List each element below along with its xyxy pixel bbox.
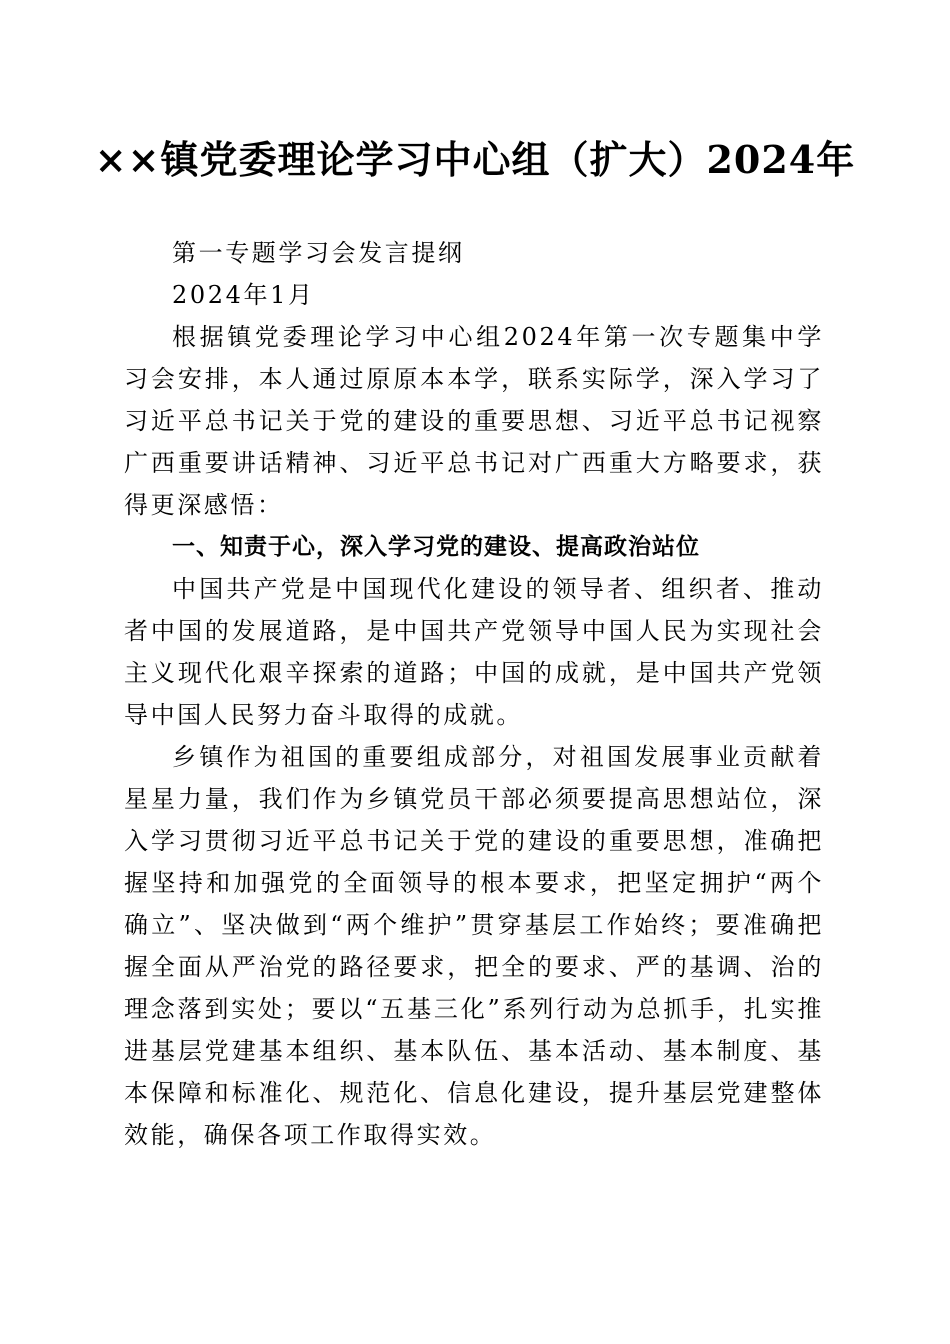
- document-body: [124, 232, 824, 1156]
- section-heading-1: 一、知责于心，深入学习党的建设、提高政治站位: [172, 534, 700, 560]
- document-subtitle: 第一专题学习会发言提纲: [172, 239, 465, 267]
- document-title: ××镇党委理论学习中心组（扩大）2024年: [94, 137, 856, 182]
- document-date: 2024年1月: [172, 281, 315, 309]
- intro-paragraph: 根据镇党委理论学习中心组2024年第一次专题集中学习会安排，本人通过原原本本学，联系实际学，深入学习了习近平总书记关于党的建设的重要思想、习近平总书记视察广西重要讲话精神、习近平总书记对广西重大方略要求，获得更深感悟：: [124, 323, 824, 519]
- paragraph-1: 中国共产党是中国现代化建设的领导者、组织者、推动者中国的发展道路，是中国共产党领导中国人民为实现社会主义现代化艰辛探索的道路；中国的成就，是中国共产党领导中国人民努力奋斗取得的成就。: [124, 575, 824, 729]
- paragraph-2: 乡镇作为祖国的重要组成部分，对祖国发展事业贡献着星星力量，我们作为乡镇党员干部必须要提高思想站位，深入学习贯彻习近平总书记关于党的建设的重要思想，准确把握坚持和加强党的全面领导的根本要求，把坚定拥护“两个确立”、坚决做到“两个维护”贯穿基层工作始终；要准确把握全面从严治党的路径要求，把全的要求、严的基调、治的理念落到实处；要以“五基三化”系列行动为总抓手，扎实推进基层党建基本组织、基本队伍、基本活动、基本制度、基本保障和标准化、规范化、信息化建设，提升基层党建整体效能，确保各项工作取得实效。: [124, 743, 824, 1149]
